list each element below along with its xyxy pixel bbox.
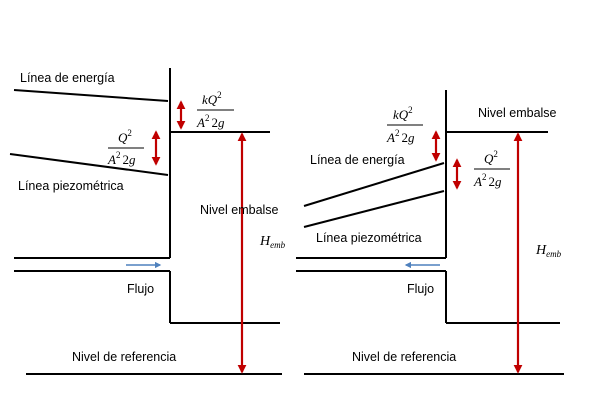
right-diagram [296, 90, 564, 374]
svg-text:A22g: $A^2$ $_2$g [387, 128, 415, 145]
left-diagram [10, 68, 286, 374]
left-reservoir-label: Nivel embalse [200, 203, 279, 217]
left-reference-label: Nivel de referencia [72, 350, 177, 364]
right-loss-formula [386, 105, 423, 145]
left-hemb-label: Hemb [260, 234, 286, 250]
right-piezometric-line [304, 191, 444, 227]
svg-text:A22g: $A^2$ $_2$g [197, 113, 225, 130]
right-flow-label: Flujo [407, 282, 435, 296]
right-reference-label: Nivel de referencia [352, 350, 457, 364]
left-flow-label: Flujo [127, 282, 155, 296]
left-velocity-formula [107, 128, 144, 167]
right-energy-line [304, 163, 444, 206]
right-hemb-label: Hemb [536, 243, 562, 259]
left-energy-line-label: Línea de energía [20, 71, 115, 85]
svg-text:Q2: $Q^2$ [484, 149, 498, 166]
left-loss-formula [196, 90, 234, 130]
left-energy-line [14, 90, 168, 101]
svg-text:A22g: $A^2$ $_2$g [108, 150, 136, 167]
svg-text:Q2: $Q^2$ [118, 128, 132, 145]
right-piezometric-line-label: Línea piezométrica [316, 231, 422, 245]
right-energy-line-label: Línea de energía [310, 153, 405, 167]
right-velocity-formula [473, 149, 510, 189]
svg-text:kQ2: $kQ^2$ [202, 90, 222, 107]
right-reservoir-label: Nivel embalse [478, 106, 557, 120]
left-piezometric-line-label: Línea piezométrica [18, 179, 124, 193]
svg-text:kQ2: $kQ^2$ [393, 105, 413, 122]
svg-text:A22g: $A^2$ $_2$g [474, 172, 502, 189]
left-piezometric-line [10, 154, 168, 175]
